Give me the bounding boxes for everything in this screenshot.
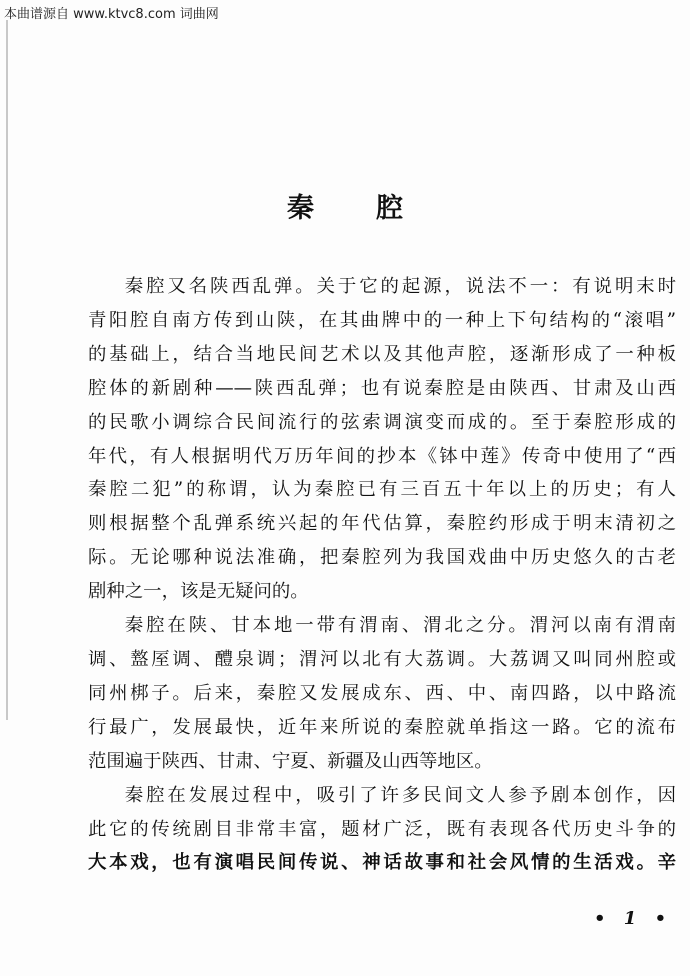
paragraph-1 xyxy=(88,270,676,609)
text-line: 年代，有人根据明代万历年间的抄本《钵中莲》传奇中使用了“西 xyxy=(88,445,676,467)
text-line: 秦腔在陕、甘本地一带有渭南、渭北之分。渭河以南有渭南 xyxy=(124,615,676,637)
source-watermark: 本曲谱源自 www.ktvc8.com 词曲网 xyxy=(4,7,219,22)
text-line: 秦腔又名陕西乱弹。关于它的起源，说法不一：有说明末时 xyxy=(124,276,676,297)
page-binding-edge xyxy=(6,20,8,720)
text-line: 腔体的新剧种——陕西乱弹；也有说秦腔是由陕西、甘肃及山西 xyxy=(88,377,676,399)
title-char-2: 腔 xyxy=(376,193,403,224)
text-line: 则根据整个乱弹系统兴起的年代估算，秦腔约形成于明末清初之 xyxy=(88,513,676,535)
paragraph-3 xyxy=(88,779,676,881)
text-line: 秦腔在发展过程中，吸引了许多民间文人参予剧本创作，因 xyxy=(124,784,676,806)
text-line: 大本戏，也有演唱民间传说、神话故事和社会风情的生活戏。辛 xyxy=(88,852,676,874)
text-line: 此它的传统剧目非常丰富，题材广泛，既有表现各代历史斗争的 xyxy=(88,818,676,840)
paragraph-2 xyxy=(88,609,676,779)
text-line: 际。无论哪种说法准确，把秦腔列为我国戏曲中历史悠久的古老 xyxy=(88,547,676,569)
text-line: 的基础上，结合当地民间艺术以及其他声腔，逐渐形成了一种板 xyxy=(88,343,676,365)
text-line: 青阳腔自南方传到山陕，在其曲牌中的一种上下句结构的“滚唱” xyxy=(88,309,676,331)
text-line: 调、盩厔调、醴泉调；渭河以北有大荔调。大荔调又叫同州腔或 xyxy=(88,648,676,670)
text-line: 的民歌小调综合民间流行的弦索调演变而成的。至于秦腔形成的 xyxy=(88,411,676,433)
text-line: 同州梆子。后来，秦腔又发展成东、西、中、南四路，以中路流 xyxy=(88,682,676,704)
page-number: • 1 • xyxy=(594,908,673,929)
text-line: 剧种之一，该是无疑问的。 xyxy=(88,581,309,603)
text-line: 秦腔二犯”的称谓，认为秦腔已有三百五十年以上的历史；有人 xyxy=(88,479,676,501)
title-char-1: 秦 xyxy=(287,193,314,224)
text-line: 行最广，发展最快，近年来所说的秦腔就单指这一路。它的流布 xyxy=(88,716,676,738)
text-line: 范围遍于陕西、甘肃、宁夏、新疆及山西等地区。 xyxy=(88,750,493,772)
chapter-title xyxy=(0,186,690,225)
body-text xyxy=(88,270,676,880)
